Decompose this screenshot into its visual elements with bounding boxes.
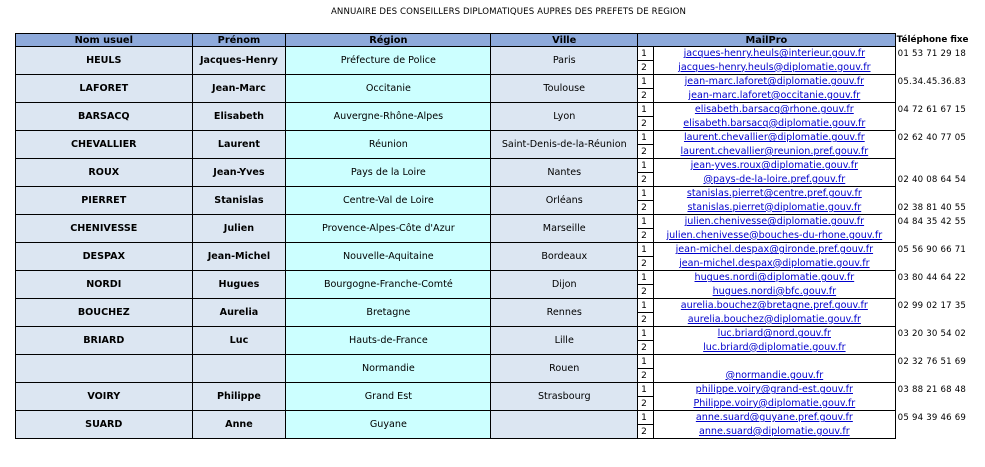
email-link[interactable]: hugues.nordi@diplomatie.gouv.fr [694,272,855,284]
prenom-cell: Anne [192,411,286,439]
nom-cell: ROUX [16,159,193,187]
table-row [16,215,985,229]
nom-cell: BRIARD [16,327,193,355]
mail-index: 2 [638,285,654,299]
nom-cell [16,355,193,383]
mail-index: 2 [638,61,654,75]
mail-cell [654,243,896,257]
phone-cell [895,369,985,383]
header-nom: Nom usuel [16,34,193,47]
region-cell: Guyane [286,411,491,439]
mail-index: 2 [638,229,654,243]
mail-cell [654,229,896,243]
prenom-cell: Luc [192,327,286,355]
table-row [16,75,985,89]
email-link[interactable]: jacques-henry.heuls@interieur.gouv.fr [683,48,866,60]
prenom-cell: Jean-Michel [192,243,286,271]
mail-index: 1 [638,355,654,369]
header-region: Région [286,34,491,47]
email-link[interactable]: laurent.chevallier@diplomatie.gouv.fr [683,132,865,144]
mail-cell [654,341,896,355]
table-row [16,187,985,201]
directory-table [15,33,985,439]
mail-index: 2 [638,117,654,131]
header-mail: MailPro [638,34,896,47]
phone-cell: 03 20 30 54 02 [897,328,967,339]
prenom-cell: Hugues [192,271,286,299]
mail-index: 1 [638,75,654,89]
mail-cell [654,61,896,75]
table-row [16,355,985,369]
phone-cell [895,313,985,327]
prenom-cell: Julien [192,215,286,243]
region-cell: Auvergne-Rhône-Alpes [286,103,491,131]
phone-cell [895,425,985,439]
mail-cell [654,299,896,313]
mail-cell [654,355,896,369]
mail-cell [654,145,896,159]
page-title: ANNUAIRE DES CONSEILLERS DIPLOMATIQUES AUPRES DES PREFETS DE REGION [330,7,687,17]
email-link[interactable]: jean-michel.despax@diplomatie.gouv.fr [679,257,870,269]
ville-cell: Paris [491,47,638,75]
mail-index: 1 [638,271,654,285]
email-link[interactable]: jean-yves.roux@diplomatie.gouv.fr [690,160,859,172]
region-cell: Préfecture de Police [286,47,491,75]
mail-index: 2 [638,89,654,103]
mail-cell [654,313,896,327]
mail-index: 1 [638,103,654,117]
mail-cell [654,47,896,61]
nom-cell: LAFORET [16,75,193,103]
ville-cell: Toulouse [491,75,638,103]
phone-cell: 03 80 44 64 22 [897,272,967,283]
phone-cell: 02 32 76 51 69 [897,356,967,367]
region-cell: Bourgogne-Franche-Comté [286,271,491,299]
mail-cell [654,159,896,173]
phone-cell [895,89,985,103]
email-link[interactable]: jean-marc.laforet@occitanie.gouv.fr [688,89,861,101]
phone-cell [895,145,985,159]
phone-cell: 05 56 90 66 71 [897,244,967,255]
email-link[interactable]: stanislas.pierret@centre.pref.gouv.fr [686,188,862,200]
mail-index: 2 [638,257,654,271]
ville-cell: Saint-Denis-de-la-Réunion [491,131,638,159]
email-link[interactable]: @normandie.gouv.fr [725,369,824,381]
ville-cell: Orléans [491,187,638,215]
nom-cell: NORDI [16,271,193,299]
region-cell: Hauts-de-France [286,327,491,355]
table-row [16,243,985,257]
mail-index: 1 [638,187,654,201]
region-cell: Occitanie [286,75,491,103]
mail-index: 1 [638,411,654,425]
table-row [16,411,985,425]
phone-cell [895,397,985,411]
nom-cell: HEULS [16,47,193,75]
phone-cell [895,117,985,131]
email-link[interactable]: hugues.nordi@bfc.gouv.fr [712,285,837,297]
phone-cell: 03 88 21 68 48 [897,384,967,395]
email-link[interactable]: anne.suard@diplomatie.gouv.fr [698,425,850,437]
header-row [16,34,985,47]
prenom-cell: Jacques-Henry [192,47,286,75]
mail-cell [654,173,896,187]
phone-cell: 02 99 02 17 35 [897,300,967,311]
table-row [16,131,985,145]
region-cell: Bretagne [286,299,491,327]
mail-cell [654,75,896,89]
prenom-cell: Elisabeth [192,103,286,131]
email-link[interactable]: @pays-de-la-loire.pref.gouv.fr [703,173,846,185]
email-link[interactable]: jacques-henry.heuls@diplomatie.gouv.fr [678,61,871,73]
region-cell: Réunion [286,131,491,159]
mail-cell [654,271,896,285]
phone-cell: 02 40 08 64 54 [897,174,967,185]
mail-index: 1 [638,159,654,173]
phone-cell: 05.34.45.36.83 [897,76,967,87]
header-prenom: Prénom [192,34,286,47]
ville-cell: Marseille [491,215,638,243]
phone-cell: 02 62 40 77 05 [897,132,967,143]
email-link[interactable]: elisabeth.barsacq@rhone.gouv.fr [694,104,854,116]
mail-index: 1 [638,383,654,397]
mail-index: 2 [638,313,654,327]
mail-cell [654,425,896,439]
nom-cell: DESPAX [16,243,193,271]
ville-cell: Lyon [491,103,638,131]
table-row [16,103,985,117]
phone-cell [895,257,985,271]
mail-cell [654,103,896,117]
mail-index: 1 [638,215,654,229]
phone-cell: 04 84 35 42 55 [897,216,967,227]
nom-cell: SUARD [16,411,193,439]
phone-cell: 01 53 71 29 18 [897,48,967,59]
email-link[interactable]: luc.briard@diplomatie.gouv.fr [703,341,846,353]
nom-cell: BOUCHEZ [16,299,193,327]
header-tel: Téléphone fixe [895,34,985,47]
mail-index: 1 [638,243,654,257]
ville-cell: Lille [491,327,638,355]
nom-cell: CHEVALLIER [16,131,193,159]
mail-cell [654,397,896,411]
mail-cell [654,411,896,425]
region-cell: Normandie [286,355,491,383]
prenom-cell [192,355,286,383]
ville-cell: Bordeaux [491,243,638,271]
email-link[interactable]: Philippe.voiry@diplomatie.gouv.fr [693,397,856,409]
region-cell: Centre-Val de Loire [286,187,491,215]
email-link[interactable]: aurelia.bouchez@bretagne.pref.gouv.fr [680,300,868,312]
phone-cell [895,285,985,299]
ville-cell [491,411,638,439]
region-cell: Provence-Alpes-Côte d'Azur [286,215,491,243]
phone-cell [895,229,985,243]
phone-cell: 04 72 61 67 15 [897,104,967,115]
header-ville: Ville [491,34,638,47]
prenom-cell: Jean-Yves [192,159,286,187]
table-row [16,271,985,285]
prenom-cell: Philippe [192,383,286,411]
mail-index: 1 [638,131,654,145]
mail-index: 2 [638,425,654,439]
nom-cell: PIERRET [16,187,193,215]
email-link[interactable]: luc.briard@nord.gouv.fr [717,328,831,340]
prenom-cell: Jean-Marc [192,75,286,103]
phone-cell [895,61,985,75]
prenom-cell: Aurelia [192,299,286,327]
nom-cell: BARSACQ [16,103,193,131]
table-row [16,299,985,313]
phone-cell [895,187,985,201]
table-row [16,383,985,397]
table-row [16,47,985,61]
phone-cell: 05 94 39 46 69 [897,412,967,423]
mail-index: 1 [638,47,654,61]
mail-index: 2 [638,145,654,159]
nom-cell: CHENIVESSE [16,215,193,243]
ville-cell: Nantes [491,159,638,187]
region-cell: Pays de la Loire [286,159,491,187]
mail-index: 2 [638,173,654,187]
mail-index: 2 [638,201,654,215]
region-cell: Grand Est [286,383,491,411]
mail-cell [654,187,896,201]
email-link[interactable]: laurent.chevallier@reunion.pref.gouv.fr [680,145,869,157]
mail-index: 1 [638,299,654,313]
prenom-cell: Laurent [192,131,286,159]
mail-index: 2 [638,397,654,411]
table-row [16,159,985,173]
email-link[interactable]: jean-marc.laforet@diplomatie.gouv.fr [684,76,865,88]
phone-cell [895,341,985,355]
ville-cell: Rouen [491,355,638,383]
email-link[interactable]: stanislas.pierret@diplomatie.gouv.fr [687,201,862,213]
email-link[interactable]: elisabeth.barsacq@diplomatie.gouv.fr [683,117,866,129]
mail-cell [654,383,896,397]
mail-cell [654,327,896,341]
nom-cell: VOIRY [16,383,193,411]
ville-cell: Rennes [491,299,638,327]
email-link[interactable]: anne.suard@guyane.pref.gouv.fr [695,412,853,424]
mail-cell [654,369,896,383]
email-link[interactable]: philippe.voiry@grand-est.gouv.fr [695,384,853,396]
mail-cell [654,285,896,299]
mail-index: 1 [638,327,654,341]
mail-cell [654,89,896,103]
table-row [16,327,985,341]
ville-cell: Strasbourg [491,383,638,411]
mail-index: 2 [638,341,654,355]
email-link[interactable]: jean-michel.despax@gironde.pref.gouv.fr [675,244,874,256]
mail-cell [654,215,896,229]
ville-cell: Dijon [491,271,638,299]
mail-cell [654,257,896,271]
mail-index: 2 [638,369,654,383]
email-link[interactable]: julien.chenivesse@bouches-du-rhone.gouv.fr [666,229,883,241]
mail-cell [654,131,896,145]
email-link[interactable]: aurelia.bouchez@diplomatie.gouv.fr [687,313,861,325]
phone-cell [895,159,985,173]
mail-cell [654,117,896,131]
region-cell: Nouvelle-Aquitaine [286,243,491,271]
email-link[interactable]: julien.chenivesse@diplomatie.gouv.fr [684,216,865,228]
phone-cell: 02 38 81 40 55 [897,202,967,213]
mail-cell [654,201,896,215]
prenom-cell: Stanislas [192,187,286,215]
